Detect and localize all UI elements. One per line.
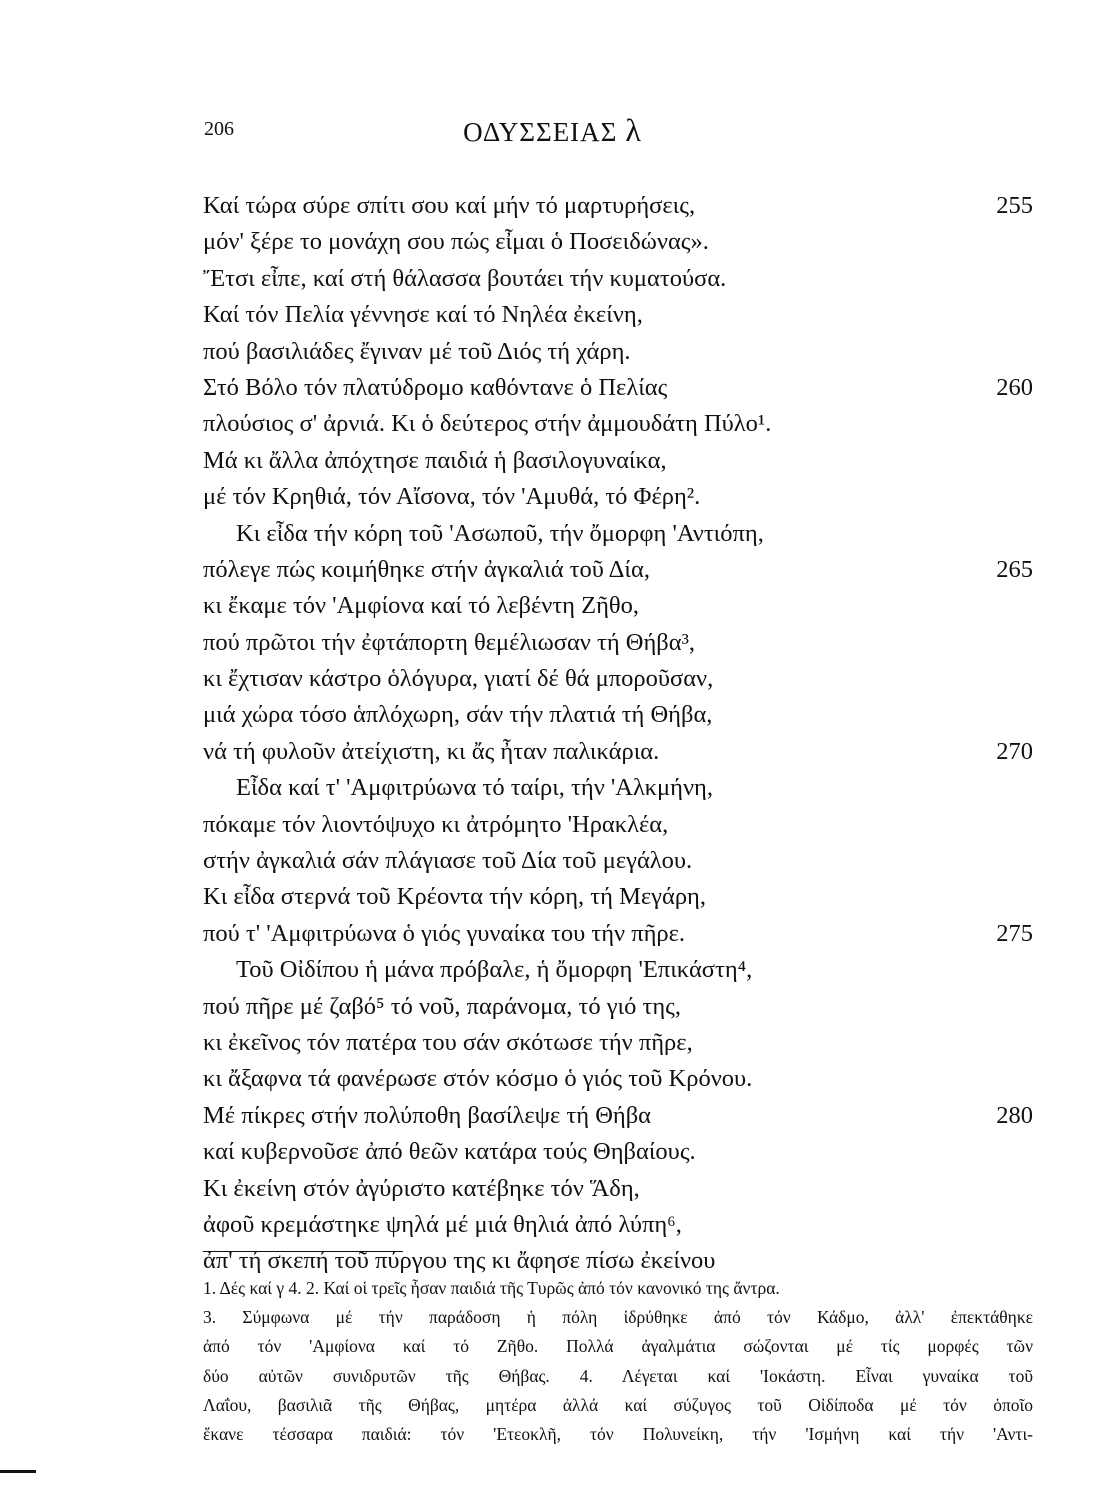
- verse-text: πόκαμε τόν λιοντόψυχο κι ἀτρόμητο 'Ηρακλέα,: [203, 810, 669, 838]
- verse-line: [203, 989, 1033, 1025]
- verse-line: [203, 334, 1033, 370]
- verse-text: Εἶδα καί τ' 'Αμφιτρύωνα τό ταίρι, τήν 'Αλκμήνη,: [236, 774, 713, 802]
- verse-text: πόλεγε πώς κοιμήθηκε στήν ἀγκαλιά τοῦ Δία,: [203, 555, 650, 583]
- verse-line: [203, 1207, 1033, 1243]
- footnote-line: ἀπό τόν 'Αμφίονα καί τό Ζῆθο. Πολλά ἀγαλμάτια σώζονται μέ τίς μορφές τῶν: [203, 1336, 1033, 1357]
- verse-line: [203, 661, 1033, 697]
- verse-line: [203, 697, 1033, 733]
- verse-text: Μέ πίκρες στήν πολύποθη βασίλεψε τή Θήβα: [203, 1101, 651, 1129]
- verse-line: [203, 588, 1033, 624]
- page-number: 206: [204, 118, 234, 140]
- footnote-line: 1. Δές καί γ 4. 2. Καί οἱ τρεῖς ἦσαν παιδιά τῆς Τυρῶς ἀπό τόν κανονικό της ἄντρα.: [203, 1278, 780, 1298]
- verse-line: [203, 1061, 1033, 1097]
- verse-text: Καί τόν Πελία γέννησε καί τό Νηλέα ἐκείνη,: [203, 301, 643, 329]
- page-header: [0, 108, 1105, 148]
- verse-text: κι ἐκεῖνος τόν πατέρα του σάν σκότωσε τήν πῆρε,: [203, 1028, 693, 1056]
- verse-line: [203, 224, 1033, 260]
- line-number: 265: [996, 555, 1033, 583]
- verse-line: [203, 188, 1033, 224]
- footnote-line: ἔκανε τέσσαρα παιδιά: τόν 'Ετεοκλῆ, τόν Πολυνείκη, τήν 'Ισμήνη καί τήν 'Αντι-: [203, 1423, 1033, 1444]
- scan-edge-mark: [0, 1470, 36, 1473]
- verse-text: Στό Βόλο τόν πλατύδρομο καθόντανε ὁ Πελίας: [203, 373, 668, 401]
- verse-text: μέ τόν Κρηθιά, τόν Αἴσονα, τόν 'Αμυθά, τό Φέρη².: [203, 483, 701, 511]
- verse-text: Καί τώρα σύρε σπίτι σου καί μήν τό μαρτυρήσεις,: [203, 192, 696, 219]
- verse-line: [203, 443, 1033, 479]
- verse-text: Κι ἐκείνη στόν ἀγύριστο κατέβηκε τόν Ἅδη,: [203, 1174, 640, 1202]
- verse-text: πού πῆρε μέ ζαβό⁵ τό νοῦ, παράνομα, τό γιό της,: [203, 992, 681, 1020]
- verse-text: Ἔτσι εἶπε, καί στή θάλασσα βουτάει τήν κυματούσα.: [203, 264, 727, 292]
- verse-line: [203, 916, 1033, 952]
- line-number: 270: [996, 737, 1033, 765]
- verse-text: κι ἄξαφνα τά φανέρωσε στόν κόσμο ὁ γιός τοῦ Κρόνου.: [203, 1065, 753, 1093]
- footnote-line: Λαΐου, βασιλιᾶ τῆς Θήβας, μητέρα ἀλλά καί σύζυγος τοῦ Οἰδίποδα μέ τόν ὁποῖο: [203, 1394, 1033, 1415]
- line-number: 255: [996, 192, 1033, 219]
- verse-text: Μά κι ἄλλα ἀπόχτησε παιδιά ἡ βασιλογυναίκα,: [203, 446, 667, 474]
- verse-text: κι ἔκαμε τόν 'Αμφίονα καί τό λεβέντη Ζῆθο,: [203, 592, 639, 620]
- book-letter: λ: [625, 112, 642, 148]
- verse-text: Τοῦ Οἰδίπου ἡ μάνα πρόβαλε, ἡ ὄμορφη 'Επικάστη⁴,: [236, 956, 753, 984]
- verse-text: καί κυβερνοῦσε ἀπό θεῶν κατάρα τούς Θηβαίους.: [203, 1138, 696, 1166]
- line-number: 260: [996, 373, 1033, 401]
- verse-line: [203, 1171, 1033, 1207]
- verse-text: πλούσιος σ' ἀρνιά. Κι ὁ δεύτερος στήν ἀμμουδάτη Πύλο¹.: [203, 410, 772, 438]
- footnotes: [203, 1274, 1033, 1449]
- verse-line: [203, 297, 1033, 333]
- running-head: [0, 112, 1105, 149]
- verse-line: [203, 625, 1033, 661]
- footnote-line: 3. Σύμφωνα μέ τήν παράδοση ἡ πόλη ἱδρύθηκε ἀπό τόν Κάδμο, ἀλλ' ἐπεκτάθηκε: [203, 1307, 1033, 1328]
- verse-line: [203, 952, 1033, 988]
- verse-line: [203, 734, 1033, 770]
- verse-line: [203, 1134, 1033, 1170]
- verse-line: [203, 879, 1033, 915]
- verse-line: [203, 552, 1033, 588]
- verse-line: [203, 406, 1033, 442]
- footnote-line: δύο αὐτῶν συνιδρυτῶν τῆς Θήβας. 4. Λέγεται καί 'Ιοκάστη. Εἶναι γυναίκα τοῦ: [203, 1365, 1033, 1386]
- verse-text: πού βασιλιάδες ἔγιναν μέ τοῦ Διός τή χάρη.: [203, 337, 631, 365]
- verse-text: κι ἔχτισαν κάστρο ὁλόγυρα, γιατί δέ θά μποροῦσαν,: [203, 665, 714, 693]
- verse-text: στήν ἀγκαλιά σάν πλάγιασε τοῦ Δία τοῦ μεγάλου.: [203, 847, 693, 875]
- verse-line: [203, 770, 1033, 806]
- verse-line: [203, 516, 1033, 552]
- poem-text: [203, 188, 1033, 1280]
- verse-text: μόν' ξέρε το μονάχη σου πώς εἶμαι ὁ Ποσειδώνας».: [203, 228, 709, 256]
- footnote-divider: [203, 1251, 403, 1252]
- verse-line: [203, 843, 1033, 879]
- verse-line: [203, 1098, 1033, 1134]
- verse-text: πού τ' 'Αμφιτρύωνα ὁ γιός γυναίκα του τήν πῆρε.: [203, 919, 686, 947]
- verse-line: [203, 261, 1033, 297]
- verse-text: ἀφοῦ κρεμάστηκε ψηλά μέ μιά θηλιά ἀπό λύπη⁶,: [203, 1210, 682, 1238]
- verse-line: [203, 479, 1033, 515]
- verse-line: [203, 1025, 1033, 1061]
- verse-text: ἀπ' τή σκεπή τοῦ πύργου της κι ἄφησε πίσω ἐκείνου: [203, 1247, 716, 1275]
- verse-text: Κι εἶδα τήν κόρη τοῦ 'Ασωποῦ, τήν ὄμορφη 'Αντιόπη,: [236, 519, 764, 547]
- verse-text: νά τή φυλοῦν ἀτείχιστη, κι ἄς ἦταν παλικάρια.: [203, 737, 660, 765]
- verse-text: μιά χώρα τόσο ἁπλόχωρη, σάν τήν πλατιά τή Θήβα,: [203, 701, 713, 729]
- verse-text: πού πρῶτοι τήν ἐφτάπορτη θεμέλιωσαν τή Θήβα³,: [203, 628, 696, 656]
- line-number: 275: [996, 919, 1033, 947]
- line-number: 280: [996, 1101, 1033, 1129]
- verse-line: [203, 807, 1033, 843]
- running-head-title: ΟΔΥΣΣΕΙΑΣ: [463, 117, 618, 147]
- verse-text: Κι εἶδα στερνά τοῦ Κρέοντα τήν κόρη, τή Μεγάρη,: [203, 883, 706, 911]
- verse-line: [203, 370, 1033, 406]
